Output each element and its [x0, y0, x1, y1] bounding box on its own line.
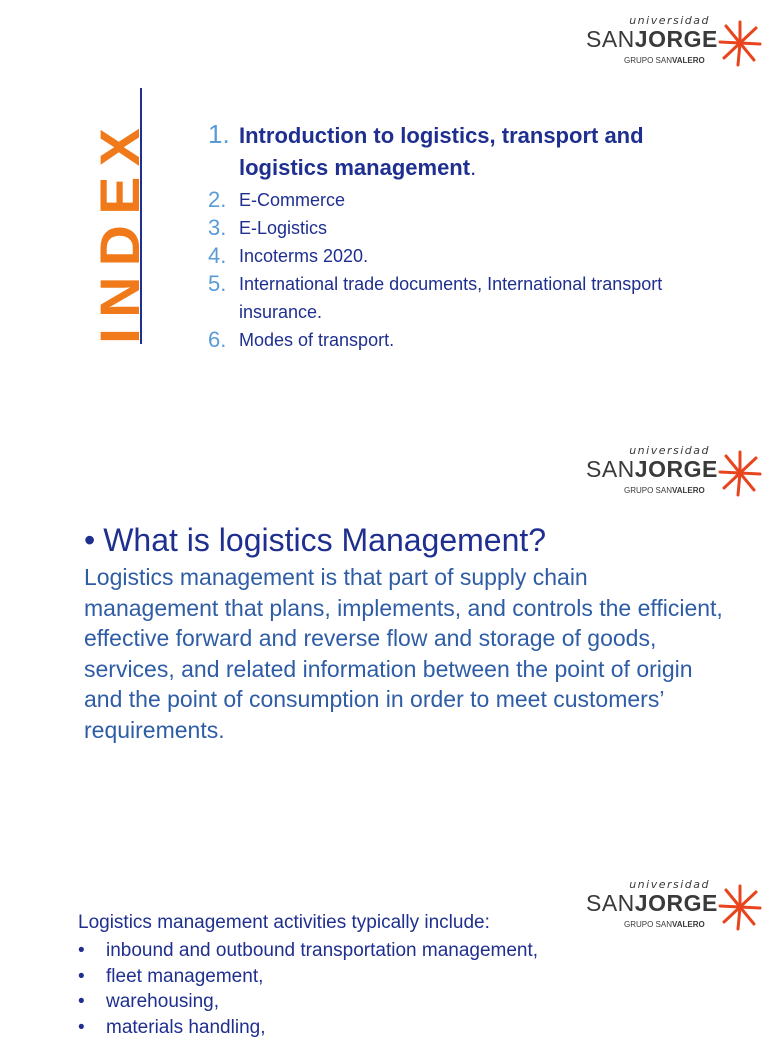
- activity-item: • fleet management,: [78, 964, 538, 990]
- slide-activities: [0, 840, 768, 1024]
- question-heading: • What is logistics Management?: [84, 522, 546, 559]
- logo-universidad-text: universidad: [629, 14, 710, 27]
- logo-group-text: GRUPO SANVALERO: [624, 486, 705, 495]
- logo-universidad-text: universidad: [629, 878, 710, 891]
- university-logo: [584, 878, 764, 938]
- logo-group-text: GRUPO SANVALERO: [624, 920, 705, 929]
- activity-item: • materials handling,: [78, 1015, 538, 1040]
- star-burst-icon: [718, 18, 762, 68]
- index-item-2: 2. E-Commerce: [206, 186, 726, 214]
- index-item-5: 5. International trade documents, International transport insurance.: [206, 270, 726, 326]
- activity-item: • inbound and outbound transportation management,: [78, 938, 538, 964]
- activity-item: • warehousing,: [78, 989, 538, 1015]
- index-item-4: 4. Incoterms 2020.: [206, 242, 726, 270]
- definition-paragraph: Logistics management is that part of supply chain management that plans, implements, and controls the efficient, effective forward and reverse flow and storage of goods, services, and related information between the point of origin and the point of consumption in order to meet customers’ requirements.: [84, 562, 724, 746]
- star-burst-icon: [718, 448, 762, 498]
- activities-list: [78, 938, 538, 1040]
- index-item-3: 3. E-Logistics: [206, 214, 726, 242]
- university-logo: [584, 14, 764, 74]
- index-vertical-title: [95, 116, 145, 344]
- bullet-icon: •: [84, 522, 95, 558]
- index-item-1: 1. Introduction to logistics, transport and logistics management.: [206, 120, 726, 184]
- logo-name: SANJORGE: [586, 456, 718, 483]
- logo-universidad-text: universidad: [629, 444, 710, 457]
- logo-name: SANJORGE: [586, 26, 718, 53]
- activities-heading: Logistics management activities typically include:: [78, 912, 490, 934]
- index-item-6: 6. Modes of transport.: [206, 326, 726, 354]
- index-list: [206, 120, 726, 354]
- index-title-text: INDEX: [88, 118, 151, 344]
- logo-name: SANJORGE: [586, 890, 718, 917]
- star-burst-icon: [718, 882, 762, 932]
- university-logo: [584, 444, 764, 504]
- slide-index: [0, 0, 768, 400]
- index-divider-line: [140, 88, 142, 344]
- logo-group-text: GRUPO SANVALERO: [624, 56, 705, 65]
- slide-definition: [0, 420, 768, 820]
